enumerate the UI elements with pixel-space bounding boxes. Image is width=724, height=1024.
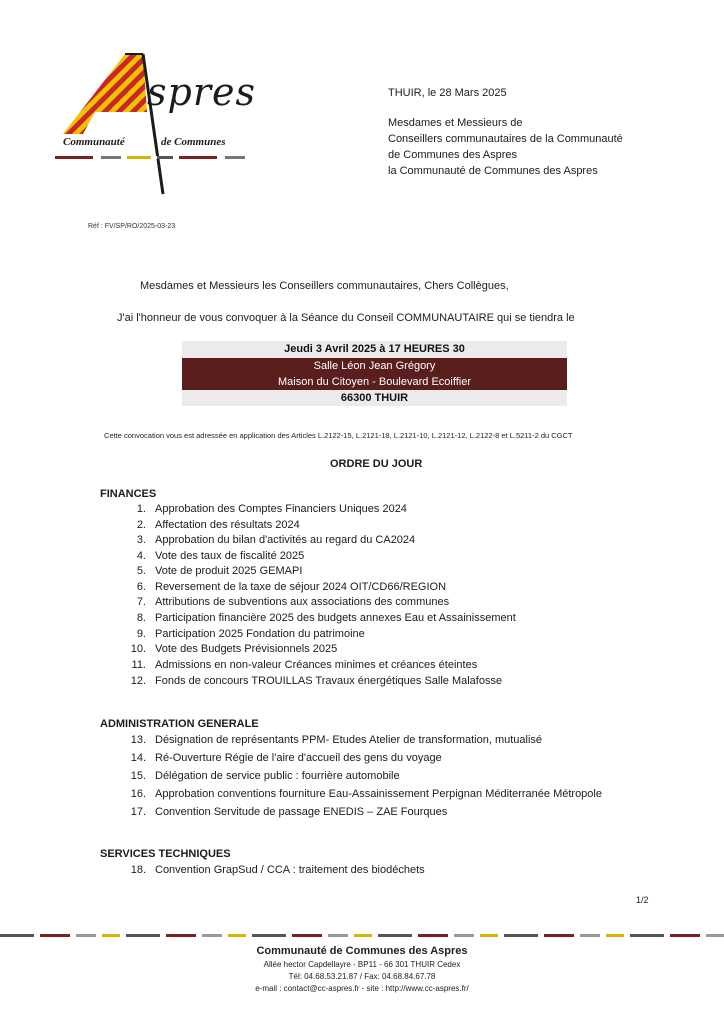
agenda-item: 9. Participation 2025 Fondation du patrimoine xyxy=(136,628,365,640)
logo-wordmark: spres xyxy=(147,70,256,114)
agenda-item: 2. Affectation des résultats 2024 xyxy=(136,519,300,531)
agenda-item: 13. Désignation de représentants PPM- Etudes Atelier de transformation, mutualisé xyxy=(130,734,543,746)
agenda-item: 10. Vote des Budgets Prévisionnels 2025 xyxy=(130,643,338,655)
salutation: Mesdames et Messieurs les Conseillers communautaires, Chers Collègues, xyxy=(140,280,509,292)
meeting-box xyxy=(182,341,567,407)
logo-sub-left: Communauté xyxy=(63,136,125,148)
recipient-line: la Communauté de Communes des Aspres xyxy=(388,165,598,177)
agenda-item: 6. Reversement de la taxe de séjour 2024 OIT/CD66/REGION xyxy=(136,581,447,593)
agenda-item: 4. Vote des taux de fiscalité 2025 xyxy=(136,550,305,562)
agenda-title: ORDRE DU JOUR xyxy=(330,458,423,470)
meeting-address: Maison du Citoyen - Boulevard Ecoiffier xyxy=(182,374,567,390)
intro-text: J'ai l'honneur de vous convoquer à la Séance du Conseil COMMUNAUTAIRE qui se tiendra le xyxy=(117,312,575,324)
agenda-item: 17. Convention Servitude de passage ENEDIS – ZAE Fourques xyxy=(130,806,448,818)
footer-contact: e-mail : contact@cc-aspres.fr - site : http://www.cc-aspres.fr/ xyxy=(255,984,469,993)
meeting-city: 66300 THUIR xyxy=(182,390,567,406)
logo-bar xyxy=(55,156,250,159)
footer-org-name: Communauté de Communes des Aspres xyxy=(256,945,468,957)
reference: Réf : FV/SP/RO/2025-03-23 xyxy=(88,223,176,230)
section-title-services-techniques: SERVICES TECHNIQUES xyxy=(100,848,231,860)
logo xyxy=(55,52,270,197)
agenda-item: 7. Attributions de subventions aux associations des communes xyxy=(136,596,450,608)
agenda-item: 3. Approbation du bilan d'activités au regard du CA2024 xyxy=(136,534,416,546)
agenda-item: 16. Approbation conventions fourniture Eau-Assainissement Perpignan Méditerranée Métropole xyxy=(130,788,602,800)
meeting-venue: Salle Léon Jean Grégory xyxy=(182,358,567,374)
footer-divider xyxy=(0,934,724,937)
agenda-item: 18. Convention GrapSud / CCA : traitement des biodéchets xyxy=(130,864,425,876)
logo-sub-right: de Communes xyxy=(161,136,226,148)
agenda-item: 11. Admissions en non-valeur Créances minimes et créances éteintes xyxy=(131,659,478,671)
meeting-date: Jeudi 3 Avril 2025 à 17 HEURES 30 xyxy=(182,341,567,358)
agenda-item: 1. Approbation des Comptes Financiers Uniques 2024 xyxy=(136,503,407,515)
recipient-line: de Communes des Aspres xyxy=(388,149,518,161)
section-title-finances: FINANCES xyxy=(100,488,157,500)
recipient-line: Mesdames et Messieurs de xyxy=(388,117,523,129)
section-title-administration: ADMINISTRATION GENERALE xyxy=(100,718,259,730)
agenda-item: 15. Délégation de service public : fourrière automobile xyxy=(130,770,400,782)
agenda-item: 5. Vote de produit 2025 GEMAPI xyxy=(136,565,303,577)
page-number: 1/2 xyxy=(636,895,649,905)
agenda-item: 8. Participation financière 2025 des budgets annexes Eau et Assainissement xyxy=(136,612,516,624)
agenda-item: 12. Fonds de concours TROUILLAS Travaux énergétiques Salle Malafosse xyxy=(130,675,503,687)
agenda-item: 14. Ré-Ouverture Régie de l'aire d'accueil des gens du voyage xyxy=(130,752,442,764)
legal-notice: Cette convocation vous est adressée en application des Articles L.2122-15, L.2121-18, L.2121-10, L.2121-12, L.2122-8 et L.5211-2 du CGCT xyxy=(104,431,573,440)
footer-address: Allée hector Capdellayre - BP11 - 66 301 THUIR Cedex xyxy=(263,960,461,969)
place-date: THUIR, le 28 Mars 2025 xyxy=(388,87,507,99)
footer-phone: Tél: 04.68.53.21.87 / Fax: 04.68.84.67.78 xyxy=(288,972,436,981)
recipient-line: Conseillers communautaires de la Communauté xyxy=(388,133,623,145)
recipients xyxy=(388,115,623,179)
